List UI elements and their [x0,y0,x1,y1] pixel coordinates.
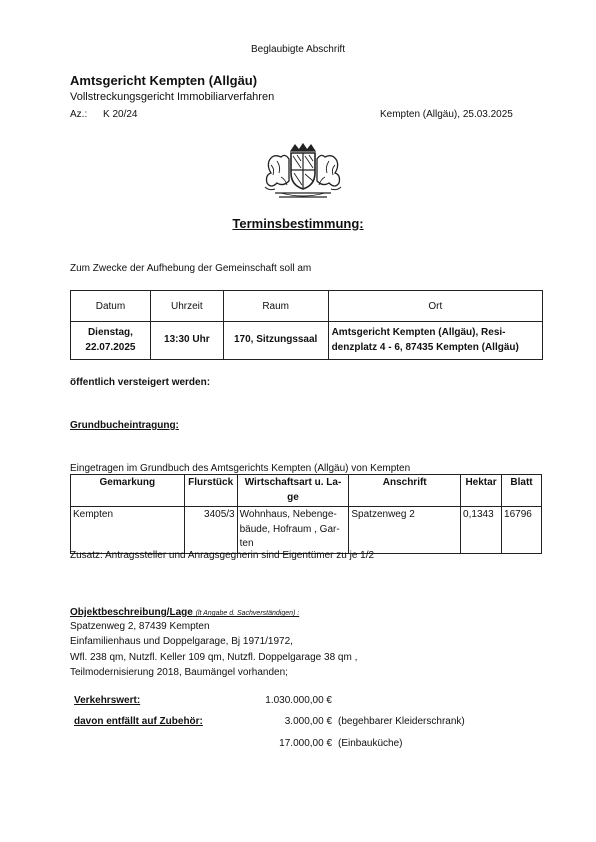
document-title: Terminsbestimmung: [232,216,364,231]
accessories-label: davon entfällt auf Zubehör: [74,716,203,727]
header-uhrzeit: Uhrzeit [150,291,223,322]
accessory-item [232,716,465,727]
ownership-addendum: Zusatz: Antragssteller und Anragsgegnerin sind Eigentümer zu je 1/2 [70,550,375,561]
object-line-areas: Wfl. 238 qm, Nutzfl. Keller 109 qm, Nutzfl. Doppelgarage 38 qm , [70,652,358,663]
object-description-heading [70,607,299,618]
object-line-condition: Teilmodernisierung 2018, Baumängel vorhanden; [70,667,288,678]
accessory-item [232,738,402,749]
object-line-address: Spatzenweg 2, 87439 Kempten [70,621,210,632]
cell-wirtschaftsart-line1: Wohnhaus, Nebenge- [239,509,337,520]
header-anschrift: Anschrift [349,475,461,507]
appointment-place [328,322,542,360]
land-register-intro: Eingetragen im Grundbuch des Amtsgerichts Kempten (Allgäu) von Kempten [70,463,411,474]
appointment-room: 170, Sitzungssaal [223,322,328,360]
accessory-note: (begehbarer Kleiderschrank) [338,716,465,727]
appointment-weekday: Dienstag, [87,327,133,338]
appointment-time: 13:30 Uhr [150,322,223,360]
auction-statement: öffentlich versteigert werden: [70,377,211,388]
header-ort: Ort [328,291,542,322]
appointment-table [70,290,543,360]
header-wirtschaftsart-line2: ge [287,491,299,503]
cell-wirtschaftsart [237,507,349,554]
header-hektar: Hektar [461,475,502,507]
header-raum: Raum [223,291,328,322]
cell-wirtschaftsart-line3: ten [239,538,254,549]
accessory-amount: 3.000,00 € [284,716,332,727]
appointment-header-row [71,291,543,322]
header-flurstueck: Flurstück [184,475,237,507]
cell-flurstueck: 3405/3 [184,507,237,554]
appointment-date [71,322,151,360]
land-register-header-row [71,475,542,507]
header-wirtschaftsart [237,475,349,507]
header-blatt: Blatt [502,475,542,507]
cell-wirtschaftsart-line2: bäude, Hofraum , Gar- [239,523,340,535]
place-and-date: Kempten (Allgäu), 25.03.2025 [380,109,513,120]
header-gemarkung: Gemarkung [71,475,185,507]
table-row [71,507,542,554]
file-number: K 20/24 [103,109,138,120]
appointment-date-value: 22.07.2025 [85,341,136,353]
court-division: Vollstreckungsgericht Immobiliarverfahren [70,91,275,103]
appointment-place-line2: denzplatz 4 - 6, 87435 Kempten (Allgäu) [331,341,519,353]
court-name: Amtsgericht Kempten (Allgäu) [70,73,258,88]
object-line-building: Einfamilienhaus und Doppelgarage, Bj 1971/1972, [70,636,293,647]
land-register-table [70,474,542,554]
appointment-row [71,322,543,360]
accessory-amount: 17.000,00 € [279,738,332,749]
market-value-label: Verkehrswert: [74,695,141,706]
cell-blatt: 16796 [502,507,542,554]
coat-of-arms-icon [261,143,345,201]
accessory-note: (Einbauküche) [338,738,403,749]
header-datum: Datum [71,291,151,322]
cell-anschrift: Spatzenweg 2 [349,507,461,554]
cell-hektar: 0,1343 [461,507,502,554]
intro-text: Zum Zwecke der Aufhebung der Gemeinschaft soll am [70,263,312,274]
market-value: 1.030.000,00 € [265,695,332,706]
file-number-label: Az.: [70,109,88,120]
land-register-heading: Grundbucheintragung: [70,420,179,431]
object-heading-text: Objektbeschreibung/Lage [70,607,193,618]
object-heading-note: (lt Angabe d. Sachverständigen) : [195,610,300,617]
appointment-place-line1: Amtsgericht Kempten (Allgäu), Resi- [331,327,506,338]
cell-gemarkung: Kempten [71,507,185,554]
certified-copy-note: Beglaubigte Abschrift [251,44,345,55]
header-wirtschaftsart-line1: Wirtschaftsart u. La- [244,477,342,488]
